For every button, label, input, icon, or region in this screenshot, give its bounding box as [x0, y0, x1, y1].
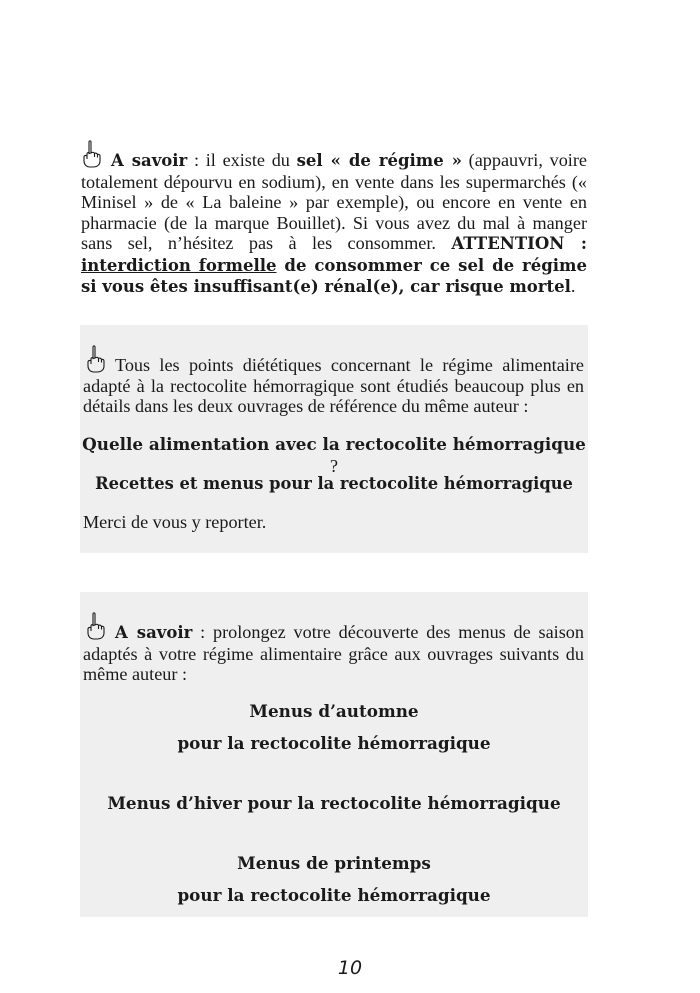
- a-savoir-label: A savoir: [115, 623, 193, 642]
- reference-intro: [83, 345, 584, 417]
- text: ?: [330, 456, 338, 476]
- book-title-automne-line2: pour la rectocolite hémorragique: [177, 733, 491, 753]
- text: Tous les points diététiques concernant le régime alimentaire adapté à la rectocolite hémorragique sont étudiés beaucoup plus en détails dans les deux ouvrages de référence du même auteur :: [83, 355, 584, 416]
- a-savoir-label: A savoir: [111, 151, 188, 170]
- book-title-hiver: Menus d’hiver pour la rectocolite hémorragique: [107, 793, 561, 813]
- page-number: 10: [337, 957, 363, 979]
- book-title-automne-line1: Menus d’automne: [249, 701, 419, 721]
- text: .: [570, 276, 576, 296]
- reference-books-box: [80, 325, 588, 553]
- pointing-hand-icon: [81, 140, 101, 168]
- text: Quelle alimentation avec la rectocolite hémorragique: [82, 434, 586, 454]
- pointing-hand-icon: [85, 612, 105, 640]
- book-title-quelle-alimentation: [80, 433, 588, 477]
- book-title-printemps-line1: Menus de printemps: [237, 853, 431, 873]
- text: : prolongez votre découverte des menus de saison adaptés à votre régime alimentaire grâce aux ouvrages suivants du même auteur :: [83, 622, 584, 684]
- text: : il existe du: [187, 150, 297, 170]
- warning-underlined: interdiction formelle: [81, 255, 277, 275]
- pointing-hand-icon: [85, 345, 105, 373]
- seasonal-menus-box: [80, 592, 588, 917]
- reference-closing: Merci de vous y reporter.: [83, 512, 267, 532]
- seasonal-intro: [83, 612, 584, 685]
- salt-info-paragraph: [81, 140, 587, 298]
- book-title-recettes-menus: Recettes et menus pour la rectocolite hémorragique: [95, 474, 573, 493]
- book-title-printemps-line2: pour la rectocolite hémorragique: [177, 885, 491, 905]
- warning-label: ATTENTION :: [451, 234, 587, 253]
- sel-regime-term: sel « de régime »: [296, 151, 462, 170]
- warning-text: de consommer ce sel de régime si vous êtes insuffisant(e) rénal(e), car risque mortel: [81, 255, 587, 296]
- text: (appauvri, voire totalement dépourvu en sodium), en vente dans les supermarchés (« Minisel » de « La baleine » par exemple), ou encore en vente en pharmacie (de la marque Bouillet). Si vous avez du mal à manger sans sel, n’hésitez pas à les consommer.: [81, 150, 587, 253]
